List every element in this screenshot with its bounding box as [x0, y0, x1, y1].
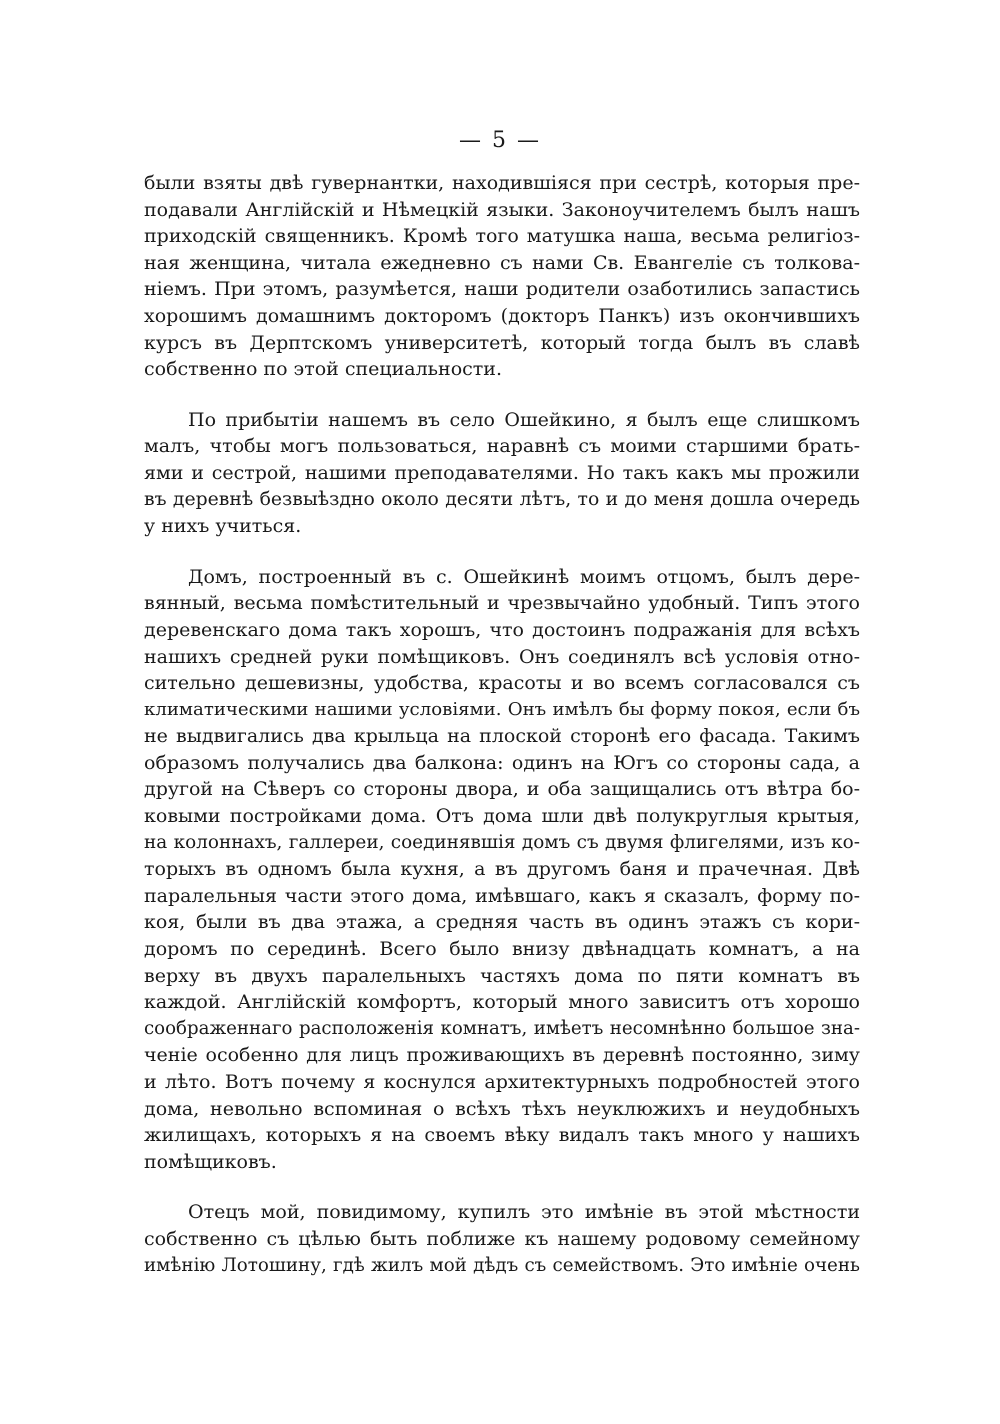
text-line: собственно съ цѣлью быть поближе къ нашему родовому семейному	[144, 1227, 860, 1250]
paragraph-2	[144, 407, 860, 540]
text-line: торыхъ въ одномъ была кухня, а въ другомъ баня и прачечная. Двѣ	[144, 858, 860, 881]
text-line: у нихъ учиться.	[144, 515, 302, 538]
text-line: доромъ по серединѣ. Всего было внизу двѣнадцать комнатъ, а на	[144, 938, 860, 961]
text-line: ковыми постройками дома. Отъ дома шли двѣ полукруглыя крытыя,	[144, 805, 860, 828]
text-line: другой на Сѣверъ со стороны двора, и оба защищались отъ вѣтра бо-	[144, 778, 860, 801]
text-line: на колоннахъ, галлереи, соединявшiя домъ съ двумя флигелями, изъ ко-	[144, 831, 860, 853]
page-number: — 5 —	[459, 128, 541, 153]
text-line: ная женщина, читала ежедневно съ нами Св. Евангелiе съ толкова-	[144, 251, 860, 274]
text-line: малъ, чтобы могъ пользоваться, наравнѣ съ моими старшими брать-	[144, 435, 860, 458]
text-line: коя, были въ два этажа, а средняя часть въ одинъ этажъ съ кори-	[144, 911, 860, 934]
paragraph-4	[144, 1199, 860, 1279]
text-line: курсъ въ Дерптскомъ университетѣ, который тогда былъ въ славѣ	[144, 331, 860, 354]
text-line: въ деревнѣ безвыѣздно около десяти лѣтъ, то и до меня дошла очередь	[144, 488, 860, 510]
text-line: ченiе особенно для лицъ проживающихъ въ деревнѣ постоянно, зиму	[144, 1044, 860, 1067]
text-line: Отецъ мой, повидимому, купилъ это имѣнiе въ этой мѣстности	[188, 1201, 860, 1224]
text-line: помѣщиковъ.	[144, 1150, 277, 1173]
text-line: каждой. Англiйскiй комфортъ, который много зависитъ отъ хорошо	[144, 991, 860, 1014]
text-line: нiемъ. При этомъ, разумѣется, наши родители озаботились запастись	[144, 278, 860, 301]
text-line: образомъ получались два балкона: одинъ на Югъ со стороны сада, а	[144, 751, 860, 774]
text-line: соображеннаго расположенiя комнатъ, имѣетъ несомнѣнно большое зна-	[144, 1017, 860, 1039]
text-line: вянный, весьма помѣстительный и чрезвычайно удобный. Типъ этого	[144, 592, 860, 615]
text-line: ями и сестрой, нашими преподавателями. Но такъ какъ мы прожили	[144, 461, 860, 484]
text-line: подавали Англiйскiй и Нѣмецкiй языки. Законоучителемъ былъ нашъ	[144, 198, 860, 221]
text-line: Домъ, построенный въ с. Ошейкинѣ моимъ отцомъ, былъ дере-	[188, 565, 860, 588]
text-line: имѣнiю Лотошину, гдѣ жилъ мой дѣдъ съ семействомъ. Это имѣнiе очень	[144, 1254, 860, 1276]
text-line: паралельныя части этого дома, имѣвшаго, какъ я сказалъ, форму по-	[144, 884, 860, 907]
text-line: жилищахъ, которыхъ я на своемъ вѣку видалъ такъ много у нашихъ	[144, 1124, 860, 1147]
text-line: были взяты двѣ гувернантки, находившiяся при сестрѣ, которыя пре-	[144, 172, 860, 194]
text-line: сительно дешевизны, удобства, красоты и во всемъ согласовался съ	[144, 672, 860, 695]
text-line: собственно по этой специальности.	[144, 358, 502, 381]
text-line: нашихъ средней руки помѣщиковъ. Онъ соединялъ всѣ условiя отно-	[144, 645, 860, 668]
body-text	[144, 170, 860, 1303]
text-line: и лѣто. Вотъ почему я коснулся архитектурныхъ подробностей этого	[144, 1071, 860, 1093]
paragraph-3	[144, 564, 860, 1176]
text-line: хорошимъ домашнимъ докторомъ (докторъ Панкъ) изъ окончившихъ	[144, 304, 860, 327]
text-line: не выдвигались два крыльца на плоской сторонѣ его фасада. Такимъ	[144, 725, 860, 748]
text-line: По прибытiи нашемъ въ село Ошейкино, я былъ еще слишкомъ	[188, 408, 860, 431]
text-line: дома, невольно вспоминая о всѣхъ тѣхъ неуклюжихъ и неудобныхъ	[144, 1097, 860, 1120]
text-line: климатическими нашими условiями. Онъ имѣлъ бы форму покоя, если бъ	[144, 698, 860, 720]
text-line: верху въ двухъ паралельныхъ частяхъ дома по пяти комнатъ въ	[144, 964, 860, 987]
text-line: деревенскаго дома такъ хорошъ, что достоинъ подражанiя для всѣхъ	[144, 618, 860, 641]
text-line: приходскiй священникъ. Кромѣ того матушка наша, весьма религiоз-	[144, 225, 860, 248]
paragraph-1	[144, 170, 860, 383]
